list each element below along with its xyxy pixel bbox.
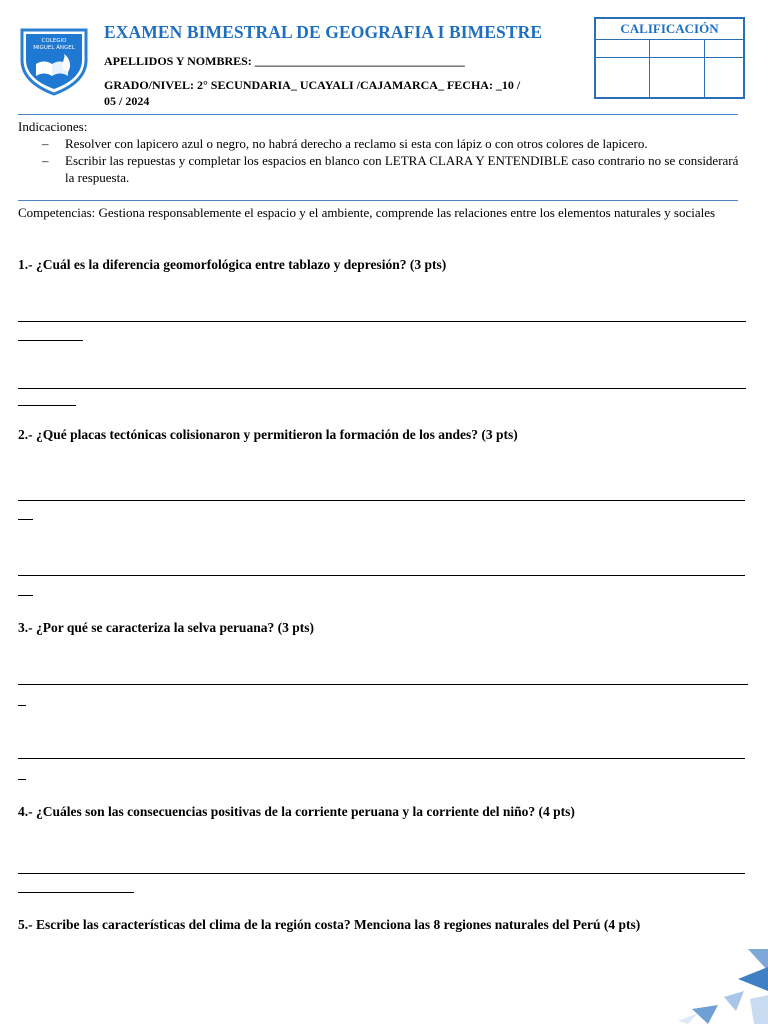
question-4: 4.- ¿Cuáles son las consecuencias positivas de la corriente peruana y la corriente del niño? (4 pts) xyxy=(18,804,575,819)
answer-line-tail xyxy=(18,340,83,341)
answer-line[interactable] xyxy=(18,684,748,685)
calificacion-box xyxy=(594,17,745,99)
indication-text: Resolver con lapicero azul o negro, no habrá derecho a reclamo si esta con lápiz o con otros colores de lapicero. xyxy=(65,136,648,151)
answer-line-tail xyxy=(18,519,33,520)
indications-separator xyxy=(18,200,738,201)
question-3: 3.- ¿Por qué se caracteriza la selva peruana? (3 pts) xyxy=(18,620,314,635)
question-5: 5.- Escribe las características del clima de la región costa? Menciona las 8 regiones naturales del Perú (4 pts) xyxy=(18,917,641,932)
indications-block xyxy=(18,118,748,186)
indication-text: Escribir las repuestas y completar los espacios en blanco con LETRA CLARA Y ENTENDIBLE caso contrario no se considerará la respuesta. xyxy=(65,153,739,185)
indication-item xyxy=(18,152,748,186)
grade-line: GRADO/NIVEL: 2° SECUNDARIA_ UCAYALI /CAJAMARCA_ FECHA: _10 / xyxy=(104,78,521,92)
answer-line[interactable] xyxy=(18,388,746,389)
answer-line[interactable] xyxy=(18,321,746,322)
competencias-text: Competencias: Gestiona responsablemente el espacio y el ambiente, comprende las relaciones entre los elementos naturales y sociales xyxy=(18,205,716,220)
answer-line[interactable] xyxy=(18,873,745,874)
school-logo xyxy=(20,26,88,96)
indication-bullet: – xyxy=(42,136,49,151)
question-1: 1.- ¿Cuál es la diferencia geomorfológica entre tablazo y depresión? (3 pts) xyxy=(18,257,447,272)
calificacion-divider xyxy=(649,40,650,97)
question-2: 2.- ¿Qué placas tectónicas colisionaron y permitieron la formación de los andes? (3 pts) xyxy=(18,427,518,442)
answer-line-tail xyxy=(18,779,26,780)
indication-item xyxy=(18,135,748,152)
corner-decoration xyxy=(678,949,768,1024)
answer-line-tail xyxy=(18,595,33,596)
calificacion-divider xyxy=(704,40,705,97)
indications-heading: Indicaciones: xyxy=(18,119,88,134)
school-badge-line-2: MIGUEL ÁNGEL xyxy=(33,45,75,51)
answer-line-tail xyxy=(18,705,26,706)
exam-title: EXAMEN BIMESTRAL DE GEOGRAFIA I BIMESTRE xyxy=(104,22,543,42)
names-line: APELLIDOS Y NOMBRES: ___________________________________ xyxy=(104,54,465,68)
header-separator xyxy=(18,114,738,115)
answer-line[interactable] xyxy=(18,575,745,576)
grade-line-date: 05 / 2024 xyxy=(104,94,150,108)
school-badge-line-1: COLEGIO xyxy=(41,38,67,44)
answer-line-tail xyxy=(18,892,134,893)
answer-line-tail xyxy=(18,405,76,406)
answer-line[interactable] xyxy=(18,500,745,501)
indication-bullet: – xyxy=(42,153,49,168)
answer-line[interactable] xyxy=(18,758,745,759)
calificacion-subheader-row xyxy=(596,40,743,58)
calificacion-label: CALIFICACIÓN xyxy=(596,19,743,40)
